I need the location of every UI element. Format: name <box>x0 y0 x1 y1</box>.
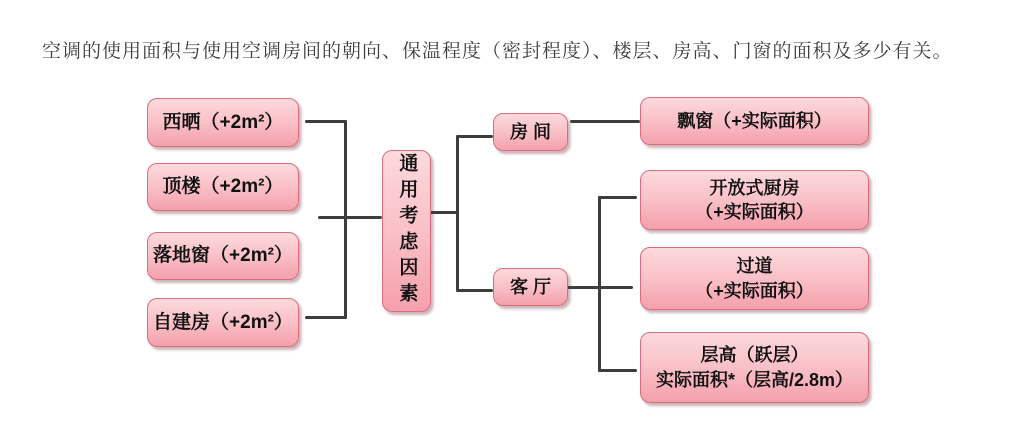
title-text: 空调的使用面积与使用空调房间的朝向、保温程度（密封程度）、楼层、房高、门窗的面积及多少有关。 <box>42 41 953 62</box>
room-node <box>493 113 568 151</box>
factor-box-french-window-label: 落地窗（+2m²） <box>153 245 293 267</box>
connector-right-bracket <box>598 196 601 372</box>
child-box-bay-window-label: 飘窗（+实际面积） <box>677 110 832 131</box>
child-box-corridor-line1: 过道 <box>736 256 773 277</box>
child-box-corridor-line2: （+实际面积） <box>695 280 814 301</box>
factor-box-west-sun <box>147 98 299 147</box>
factor-box-west-sun-label: 西晒（+2m²） <box>162 111 284 133</box>
connector-mid-bracket <box>456 135 459 292</box>
connector-stub-open-kitchen <box>598 196 637 199</box>
connector-stub-self-built <box>305 316 347 319</box>
living-room-node <box>493 268 568 306</box>
child-box-ceiling-height <box>640 332 869 403</box>
factor-box-self-built-label: 自建房（+2m²） <box>153 311 293 333</box>
connector-stub-ceiling <box>598 369 637 372</box>
center-node-label: 通用考虑因素 <box>396 153 418 309</box>
living-room-node-label: 客 厅 <box>509 276 551 297</box>
child-box-ceiling-height-line1: 层高（跃层） <box>700 345 809 366</box>
center-node <box>382 150 431 312</box>
connector-stub-room <box>456 135 493 138</box>
connector-left-to-center <box>318 216 382 219</box>
connector-left-bracket <box>344 120 347 319</box>
connector-stub-west-sun <box>305 120 347 123</box>
child-box-open-kitchen-line2: （+实际面积） <box>695 202 814 222</box>
child-box-open-kitchen-line1: 开放式厨房 <box>709 177 800 198</box>
room-node-label: 房 间 <box>509 121 551 142</box>
child-box-ceiling-height-line2: 实际面积*（层高/2.8m） <box>655 369 854 390</box>
connector-stub-living-room <box>456 289 493 292</box>
connector-room-to-bay-window <box>570 120 640 123</box>
factor-box-top-floor <box>147 163 299 211</box>
child-box-corridor <box>640 247 869 310</box>
connector-center-to-bracket <box>430 211 458 214</box>
factor-box-self-built <box>147 298 299 347</box>
factor-box-french-window <box>147 232 299 280</box>
child-box-open-kitchen <box>640 170 869 230</box>
factor-box-top-floor-label: 顶楼（+2m²） <box>162 176 284 198</box>
child-box-bay-window <box>640 97 869 145</box>
